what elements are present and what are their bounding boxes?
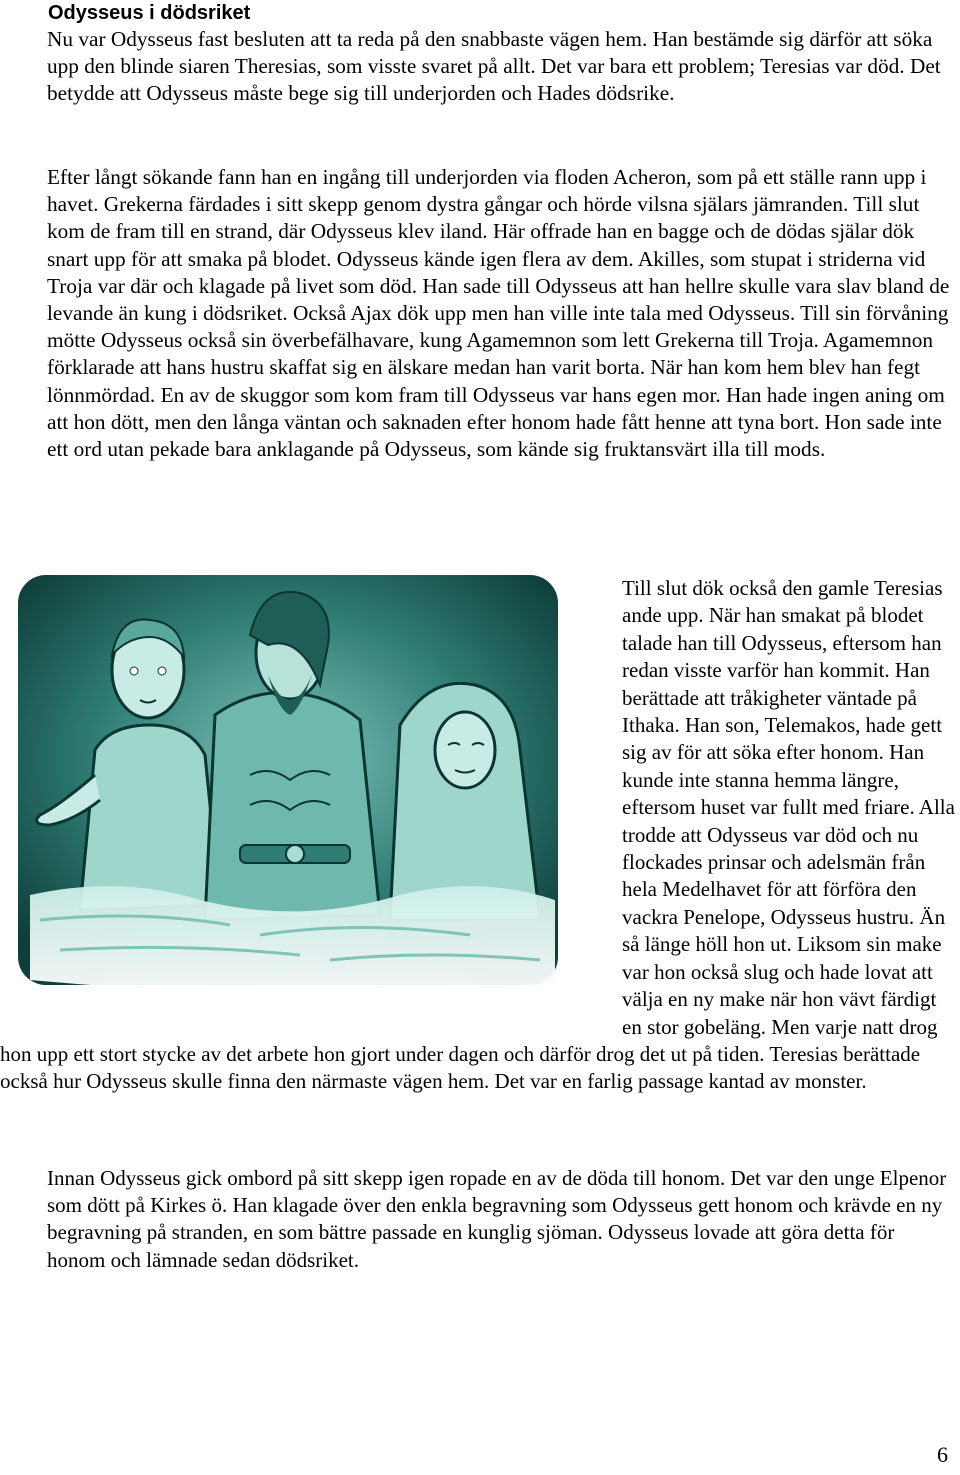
- illustration-section: [0, 575, 960, 1096]
- paragraph-1: Nu var Odysseus fast besluten att ta reda på den snabbaste vägen hem. Han bestämde sig därför att söka upp den blinde siaren Theresias, som visste svaret på allt. Det var bara ett problem; Teresias var död. Det betydde att Odysseus måste bege sig till underjorden och Hades dödsrike.: [47, 27, 941, 106]
- ghosts-illustration-icon: [0, 575, 572, 1015]
- paragraph-3-text: Till slut dök också den gamle Teresias ande upp. När han smakat på blodet talade han till Odysseus, eftersom han redan visste varför han kommit. Han berättade att tråkigheter väntade på Ithaka. Han son, Telemakos, hade gett sig av för att söka efter honom. Han kunde inte stanna hemma längre, eftersom huset var fullt med friare. Alla trodde att Odysseus var död och nu flockades prinsar och adelsmän från hela Medelhavet för att förföra den vackra Penelope, Odysseus hustru. Än så länge höll hon ut. Liksom sin make var hon också slug och hade lovat att välja en ny make när hon vävt färdigt en stor gobeläng. Men varje natt drog hon upp ett stort stycke av det arbete hon gjort under dagen och därför drog det ut på tiden. Teresias berättade också hur Odysseus skulle finna den närmaste vägen hem. Det var en farlig passage kantad av monster.: [0, 576, 955, 1094]
- page-title: Odysseus i dödsriket: [48, 2, 251, 24]
- page-number: 6: [937, 1442, 948, 1467]
- paragraph-4: Innan Odysseus gick ombord på sitt skepp igen ropade en av de döda till honom. Det var den unge Elpenor som dött på Kirkes ö. Han klagade över den enkla begravning som Odysseus gett honom och krävde en ny begravning på stranden, en som bättre passade en kunglig sjöman. Odysseus lovade att göra detta för honom och lämnade sedan dödsriket.: [47, 1166, 947, 1272]
- paragraph-2: Efter långt sökande fann han en ingång till underjorden via floden Acheron, som på ett ställe rann upp i havet. Grekerna färdades i sitt skepp genom dystra gångar och hörde vilsna själars jämranden. Till slut kom de fram till en strand, där Odysseus klev iland. Här offrade han en bagge och de dödas själar dök snart upp för att smaka på blodet. Odysseus kände igen flera av dem. Akilles, som stupat i striderna vid Troja var där och klagade på livet som död. Han sade till Odysseus att han hellre skulle vara slav bland de levande än kung i dödsriket. Också Ajax dök upp men han ville inte tala med Odysseus. Till sin förvåning mötte Odysseus också sin överbefälhavare, kung Agamemnon som lett Grekerna till Troja. Agamemnon förklarade att hans hustru skaffat sig en älskare medan han varit borta. När han kom hem blev han fegt lönnmördad. En av de skuggor som kom fram till Odysseus var hans egen mor. Han hade ingen aning om att hon dött, men den långa väntan och saknaden efter honom hade fått henne att tyna bort. Hon sade inte ett ord utan pekade bara anklagande på Odysseus, som kände sig fruktansvärt illa till mods.: [47, 165, 950, 462]
